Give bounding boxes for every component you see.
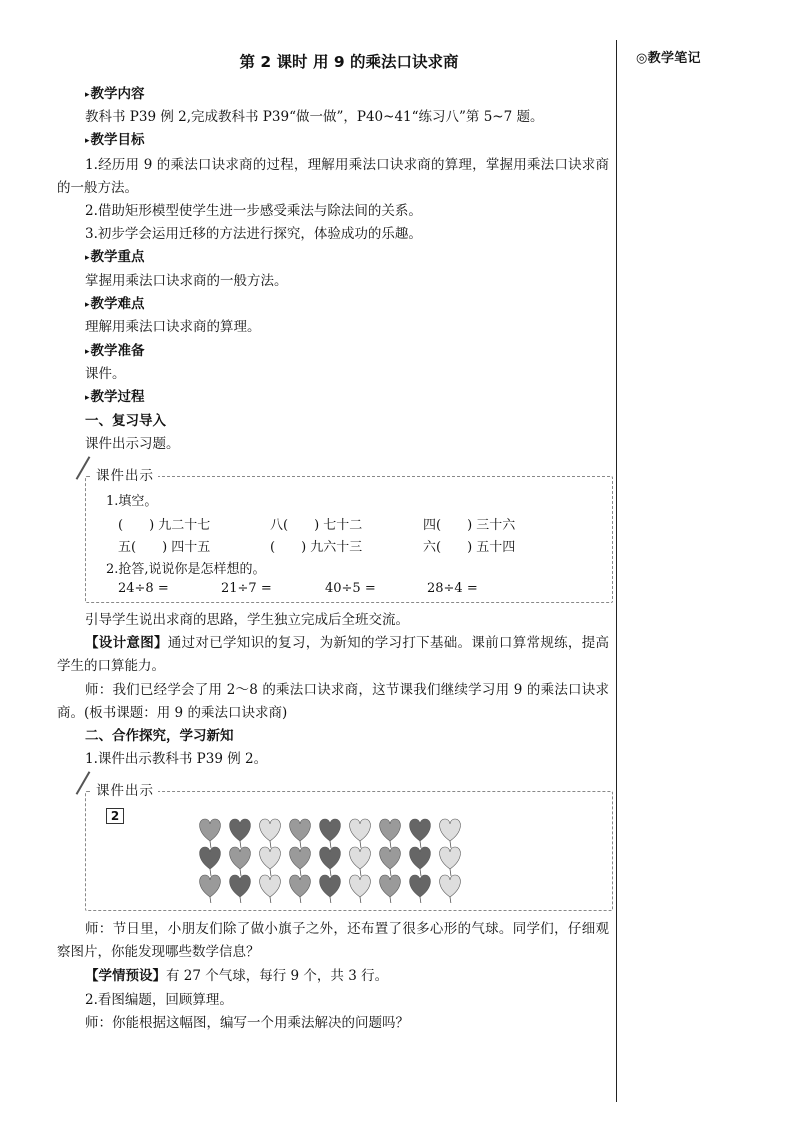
teaching-notes-heading: ◎教学笔记 [636, 51, 701, 66]
heart-balloon [440, 847, 461, 876]
predict-text: 有 27 个气球，每行 9 个，共 3 行。 [166, 968, 389, 984]
heart-balloon [260, 847, 281, 876]
heart-balloon [320, 875, 341, 903]
teacher-line-1: 师：我们已经学会了用 2～8 的乘法口诀求商，这节课我们继续学习用 9 的乘法口诀求商。(板书课题：用 9 的乘法口诀求商) [57, 682, 609, 721]
quick-answer-item: 21÷7 = [221, 581, 272, 596]
box-label: 课件出示 [92, 464, 158, 484]
heart-balloon [260, 819, 281, 848]
heart-balloon [200, 847, 221, 876]
heart-balloon [380, 819, 401, 848]
predict-label: 【学情预设】 [85, 968, 166, 984]
heart-balloon [230, 875, 251, 903]
design-intent-paragraph [57, 632, 609, 678]
heart-balloon [230, 819, 251, 848]
box-label: 课件出示 [92, 779, 158, 799]
question-1: 1.填空。 [106, 494, 158, 509]
after-box1-text: 引导学生说出求商的思路，学生独立完成后全班交流。 [85, 612, 409, 628]
heart-balloon-grid [198, 817, 478, 903]
goal-1: 1.经历用 9 的乘法口诀求商的过程，理解用乘法口诀求商的算理，掌握用乘法口诀求商的一般方法。 [57, 157, 609, 196]
design-intent-text: 通过对已学知识的复习，为新知的学习打下基础。课前口算常规练，提高学生的口算能力。 [57, 635, 610, 674]
fill-item: ( ) 九二十七 [118, 518, 211, 533]
fill-item: 四( ) 三十六 [423, 518, 516, 533]
box-corner-mark [76, 771, 91, 795]
heart-balloon [440, 875, 461, 903]
predict-paragraph [57, 965, 609, 988]
section-preparation-heading: ▸ 教学准备 [85, 341, 145, 363]
fill-item: 八( ) 七十二 [270, 518, 363, 533]
heart-balloon [410, 819, 431, 848]
courseware-box-1 [85, 468, 613, 603]
heart-balloon [350, 819, 371, 848]
example-number-badge: 2 [106, 808, 124, 824]
heart-balloon [350, 847, 371, 876]
heart-balloon [320, 819, 341, 848]
key-text: 掌握用乘法口诀求商的一般方法。 [85, 273, 288, 289]
fill-item: ( ) 九六十三 [270, 540, 363, 555]
part2-heading: 二、合作探究，学习新知 [85, 728, 234, 744]
heart-balloon [230, 847, 251, 876]
heart-balloon [350, 875, 371, 903]
heart-balloon [410, 875, 431, 903]
heart-balloon [290, 819, 311, 848]
section-key-heading: ▸ 教学重点 [85, 247, 145, 269]
section-goals-heading: ▸ 教学目标 [85, 130, 145, 152]
heart-balloon [380, 847, 401, 876]
part1-heading: 一、复习导入 [85, 413, 166, 429]
heart-balloon [320, 847, 341, 876]
goal-3: 3.初步学会运用迁移的方法进行探究，体验成功的乐趣。 [85, 226, 422, 242]
heart-balloon [260, 875, 281, 903]
page-title: 第 2 课时 用 9 的乘法口诀求商 [239, 53, 459, 71]
goal-2: 2.借助矩形模型使学生进一步感受乘法与除法间的关系。 [85, 203, 422, 219]
section-process-heading: ▸ 教学过程 [85, 387, 145, 409]
box-corner-mark [76, 456, 91, 480]
preparation-text: 课件。 [85, 366, 126, 382]
part1-text: 课件出示习题。 [85, 436, 180, 452]
heart-balloon [290, 875, 311, 903]
teacher-line-2: 师：节日里，小朋友们除了做小旗子之外，还布置了很多心形的气球。同学们，仔细观察图片，你能发现哪些数学信息？ [57, 921, 609, 960]
question-2: 2.抢答,说说你是怎样想的。 [106, 562, 266, 577]
teacher-line-3: 师：你能根据这幅图，编写一个用乘法解决的问题吗？ [85, 1015, 409, 1031]
margin-divider [616, 40, 617, 1102]
heart-balloon [200, 875, 221, 903]
fill-item: 五( ) 四十五 [118, 540, 211, 555]
heart-balloon [410, 847, 431, 876]
design-intent-label: 【设计意图】 [85, 635, 168, 651]
quick-answer-item: 40÷5 = [325, 581, 376, 596]
heart-balloon [440, 819, 461, 848]
heart-balloon [380, 875, 401, 903]
fill-item: 六( ) 五十四 [423, 540, 516, 555]
quick-answer-item: 28÷4 = [427, 581, 478, 596]
courseware-box-2 [85, 783, 613, 911]
heart-balloon [290, 847, 311, 876]
step-2: 2.看图编题，回顾算理。 [85, 992, 233, 1008]
heart-balloon [200, 819, 221, 848]
difficulty-text: 理解用乘法口诀求商的算理。 [85, 319, 261, 335]
quick-answer-item: 24÷8 = [118, 581, 169, 596]
content-text: 教科书 P39 例 2,完成教科书 P39“做一做”，P40~41“练习八”第 5~7 题。 [85, 109, 544, 125]
section-content-heading: ▸ 教学内容 [85, 84, 145, 106]
part2-text: 1.课件出示教科书 P39 例 2。 [85, 751, 268, 767]
section-difficulty-heading: ▸ 教学难点 [85, 294, 145, 316]
